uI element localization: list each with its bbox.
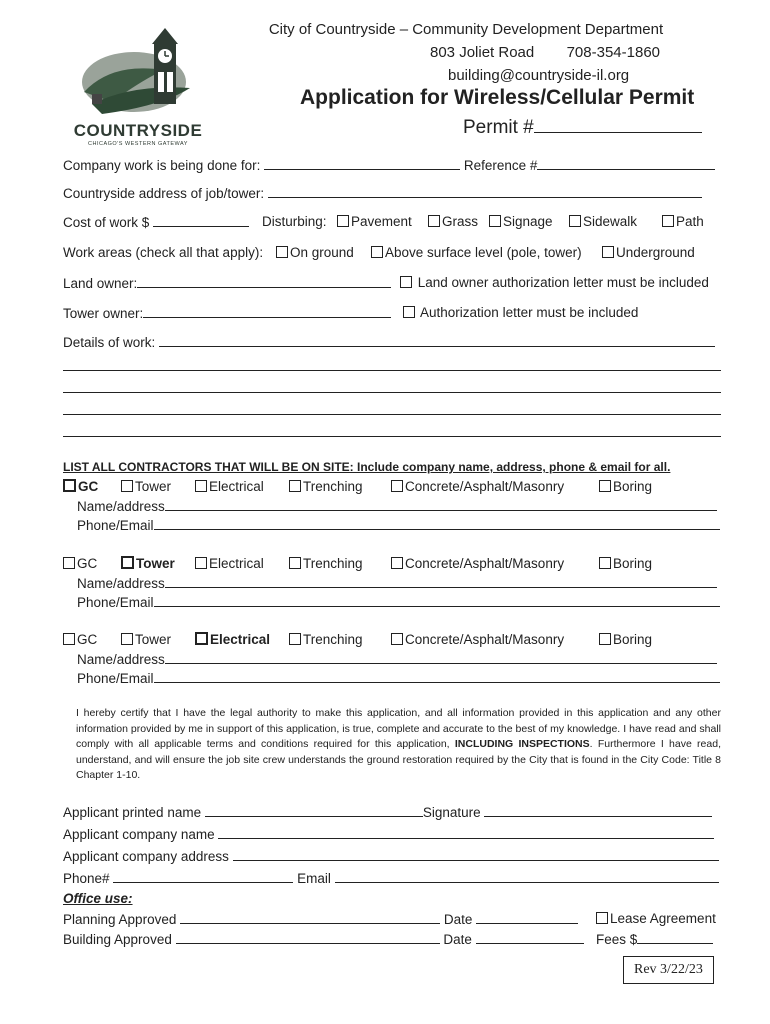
contractor-3-phone-field[interactable] bbox=[154, 670, 720, 683]
checkbox-icon[interactable] bbox=[400, 276, 412, 288]
email: building@countryside-il.org bbox=[448, 67, 630, 84]
checkbox-icon[interactable] bbox=[63, 633, 75, 645]
contractor-1-name-row: Name/address bbox=[77, 498, 717, 514]
contractor-2-phone-row: Phone/Email bbox=[77, 594, 720, 610]
fees-label: Fees $ bbox=[596, 932, 638, 947]
logo-tagline: CHICAGO'S WESTERN GATEWAY bbox=[88, 141, 188, 147]
checkbox-icon[interactable] bbox=[489, 215, 501, 227]
land-owner-auth[interactable]: Land owner authorization letter must be included bbox=[400, 275, 709, 290]
details-line[interactable] bbox=[63, 392, 721, 393]
checkbox-icon[interactable] bbox=[289, 557, 301, 569]
checkbox-icon[interactable] bbox=[662, 215, 674, 227]
address-label: Countryside address of job/tower: bbox=[63, 186, 265, 201]
checkbox-icon[interactable] bbox=[63, 557, 75, 569]
contractor-2-electrical[interactable]: Electrical bbox=[195, 556, 264, 571]
signature-field[interactable] bbox=[484, 804, 712, 817]
applicant-contact-row bbox=[63, 870, 719, 886]
contractor-3-name-field[interactable] bbox=[165, 651, 717, 664]
details-line[interactable] bbox=[63, 414, 721, 415]
contractor-1-boring[interactable]: Boring bbox=[599, 479, 652, 494]
company-for-field[interactable] bbox=[264, 157, 460, 170]
building-row bbox=[63, 931, 584, 947]
checkbox-icon[interactable] bbox=[569, 215, 581, 227]
tower-owner-row bbox=[63, 305, 391, 321]
checkbox-icon[interactable] bbox=[596, 912, 608, 924]
contractor-2-boring[interactable]: Boring bbox=[599, 556, 652, 571]
company-for-label: Company work is being done for: bbox=[63, 158, 261, 173]
department-name: City of Countryside – Community Development Department bbox=[268, 21, 664, 38]
contractor-3-name-row: Name/address bbox=[77, 651, 717, 667]
planning-field[interactable] bbox=[180, 911, 440, 924]
planning-date-field[interactable] bbox=[476, 911, 578, 924]
checkbox-icon[interactable] bbox=[391, 633, 403, 645]
permit-number-field[interactable] bbox=[534, 116, 702, 133]
work-areas-label: Work areas (check all that apply): bbox=[63, 245, 264, 260]
applicant-company-label: Applicant company name bbox=[63, 827, 215, 842]
checkbox-icon[interactable] bbox=[391, 480, 403, 492]
details-row bbox=[63, 334, 715, 350]
land-owner-field[interactable] bbox=[137, 275, 391, 288]
address-row bbox=[63, 185, 702, 201]
cost-label: Cost of work $ bbox=[63, 215, 150, 230]
applicant-name-label: Applicant printed name bbox=[63, 805, 202, 820]
checkbox-icon[interactable] bbox=[599, 557, 611, 569]
clock-tower-icon bbox=[72, 22, 204, 118]
checkbox-icon[interactable] bbox=[121, 633, 133, 645]
disturb-signage[interactable]: Signage bbox=[489, 214, 553, 229]
page-title: Application for Wireless/Cellular Permit bbox=[300, 86, 695, 109]
details-line[interactable] bbox=[63, 370, 721, 371]
checkbox-icon[interactable] bbox=[391, 557, 403, 569]
contractor-1-name-field[interactable] bbox=[165, 498, 717, 511]
permit-number bbox=[463, 116, 702, 139]
tower-owner-auth[interactable]: Authorization letter must be included bbox=[403, 305, 638, 320]
checkbox-icon[interactable] bbox=[599, 480, 611, 492]
tower-owner-label: Tower owner: bbox=[63, 306, 144, 321]
contractor-3-tower[interactable]: Tower bbox=[121, 632, 171, 647]
contractor-3-trenching[interactable]: Trenching bbox=[289, 632, 363, 647]
contractor-1-phone-field[interactable] bbox=[154, 517, 720, 530]
land-owner-row bbox=[63, 275, 391, 291]
phone-field[interactable] bbox=[113, 870, 293, 883]
checkbox-icon[interactable] bbox=[599, 633, 611, 645]
checkbox-icon[interactable] bbox=[371, 246, 383, 258]
applicant-name-row bbox=[63, 804, 712, 820]
email-label: Email bbox=[297, 871, 331, 886]
contractor-3-concrete[interactable]: Concrete/Asphalt/Masonry bbox=[391, 632, 564, 647]
checkbox-icon[interactable] bbox=[428, 215, 440, 227]
building-date-label: Date bbox=[443, 932, 472, 947]
disturb-grass[interactable]: Grass bbox=[428, 214, 478, 229]
contractor-2-tower[interactable]: Tower bbox=[121, 556, 175, 571]
logo-name: COUNTRYSIDE bbox=[73, 121, 203, 140]
building-date-field[interactable] bbox=[476, 931, 584, 944]
disturb-path[interactable]: Path bbox=[662, 214, 704, 229]
checkbox-icon[interactable] bbox=[121, 556, 134, 569]
fees-field[interactable] bbox=[637, 931, 713, 944]
contractor-1-concrete[interactable]: Concrete/Asphalt/Masonry bbox=[391, 479, 564, 494]
applicant-address-label: Applicant company address bbox=[63, 849, 229, 864]
building-label: Building Approved bbox=[63, 932, 172, 947]
land-owner-label: Land owner: bbox=[63, 276, 138, 291]
details-line[interactable] bbox=[63, 436, 721, 437]
details-field[interactable] bbox=[159, 334, 715, 347]
checkbox-icon[interactable] bbox=[289, 633, 301, 645]
department-header bbox=[236, 20, 770, 39]
office-use-heading: Office use: bbox=[63, 891, 133, 906]
contractor-1-electrical[interactable]: Electrical bbox=[195, 479, 264, 494]
applicant-company-row bbox=[63, 826, 714, 842]
contractor-2-concrete[interactable]: Concrete/Asphalt/Masonry bbox=[391, 556, 564, 571]
contractor-2-name-field[interactable] bbox=[165, 575, 717, 588]
email-line bbox=[448, 66, 629, 85]
checkbox-icon[interactable] bbox=[289, 480, 301, 492]
revision-box: Rev 3/22/23 bbox=[623, 956, 714, 984]
applicant-name-field[interactable] bbox=[205, 804, 423, 817]
checkbox-icon[interactable] bbox=[63, 479, 76, 492]
checkbox-icon[interactable] bbox=[195, 632, 208, 645]
checkbox-icon[interactable] bbox=[337, 215, 349, 227]
checkbox-icon[interactable] bbox=[403, 306, 415, 318]
work-on-ground[interactable]: On ground bbox=[276, 245, 354, 260]
phone: 708-354-1860 bbox=[566, 44, 661, 61]
contractor-1-gc[interactable]: GC bbox=[63, 479, 98, 494]
checkbox-icon[interactable] bbox=[276, 246, 288, 258]
contractor-3-electrical[interactable]: Electrical bbox=[195, 632, 270, 647]
permit-label: Permit # bbox=[463, 117, 534, 138]
building-field[interactable] bbox=[176, 931, 440, 944]
work-above-surface[interactable]: Above surface level (pole, tower) bbox=[371, 245, 582, 260]
checkbox-icon[interactable] bbox=[121, 480, 133, 492]
fees-row bbox=[596, 931, 713, 947]
checkbox-icon[interactable] bbox=[195, 480, 207, 492]
applicant-company-field[interactable] bbox=[218, 826, 714, 839]
contractor-2-trenching[interactable]: Trenching bbox=[289, 556, 363, 571]
address-field[interactable] bbox=[268, 185, 702, 198]
contractor-1-phone-row: Phone/Email bbox=[77, 517, 720, 533]
planning-row bbox=[63, 911, 578, 927]
checkbox-icon[interactable] bbox=[195, 557, 207, 569]
lease-agreement[interactable]: Lease Agreement bbox=[596, 911, 716, 926]
disturbing-label: Disturbing: bbox=[262, 214, 327, 229]
signature-label: Signature bbox=[422, 805, 481, 820]
planning-date-label: Date bbox=[443, 912, 473, 927]
details-label: Details of work: bbox=[63, 335, 156, 350]
contractor-2-phone-field[interactable] bbox=[154, 594, 720, 607]
checkbox-icon[interactable] bbox=[602, 246, 614, 258]
reference-label: Reference # bbox=[463, 158, 538, 173]
address: 803 Joliet Road bbox=[430, 44, 535, 61]
planning-label: Planning Approved bbox=[63, 912, 177, 927]
contractor-1-tower[interactable]: Tower bbox=[121, 479, 171, 494]
cost-field[interactable] bbox=[153, 214, 249, 227]
certification-text: I hereby certify that I have the legal authority to make this application, and all information provided in this application and any other information provided by me in support of this application, is true, complete and accurate to the best of my knowledge. I have read and shall comply with all applicable terms and conditions required for this application, INCLUDING INSPECTIONS. Furthermore I have read, understand, and will ensure the job site crew understands the ground restoration required by the City that is found in the City Code: Title 8 Chapter 1-10. bbox=[76, 707, 721, 781]
applicant-address-field[interactable] bbox=[233, 848, 719, 861]
cost-label-wrap bbox=[63, 214, 249, 230]
company-row bbox=[63, 157, 715, 173]
contractor-2-gc[interactable]: GC bbox=[63, 556, 97, 571]
contractor-3-gc[interactable]: GC bbox=[63, 632, 97, 647]
contractor-2-name-row: Name/address bbox=[77, 575, 717, 591]
countryside-logo bbox=[72, 22, 204, 147]
contractors-heading: LIST ALL CONTRACTORS THAT WILL BE ON SITE: Include company name, address, phone & email for all. bbox=[63, 460, 671, 474]
tower-owner-field[interactable] bbox=[143, 305, 391, 318]
address-phone-line bbox=[430, 43, 660, 62]
reference-field[interactable] bbox=[537, 157, 715, 170]
work-underground[interactable]: Underground bbox=[602, 245, 695, 260]
contractor-3-phone-row: Phone/Email bbox=[77, 670, 720, 686]
phone-label: Phone# bbox=[63, 871, 110, 886]
contractor-1-trenching[interactable]: Trenching bbox=[289, 479, 363, 494]
disturb-pavement[interactable]: Pavement bbox=[337, 214, 412, 229]
disturb-sidewalk[interactable]: Sidewalk bbox=[569, 214, 637, 229]
contractor-3-boring[interactable]: Boring bbox=[599, 632, 652, 647]
certification-bold: INCLUDING INSPECTIONS bbox=[454, 738, 590, 750]
email-field[interactable] bbox=[335, 870, 719, 883]
applicant-address-row bbox=[63, 848, 719, 864]
